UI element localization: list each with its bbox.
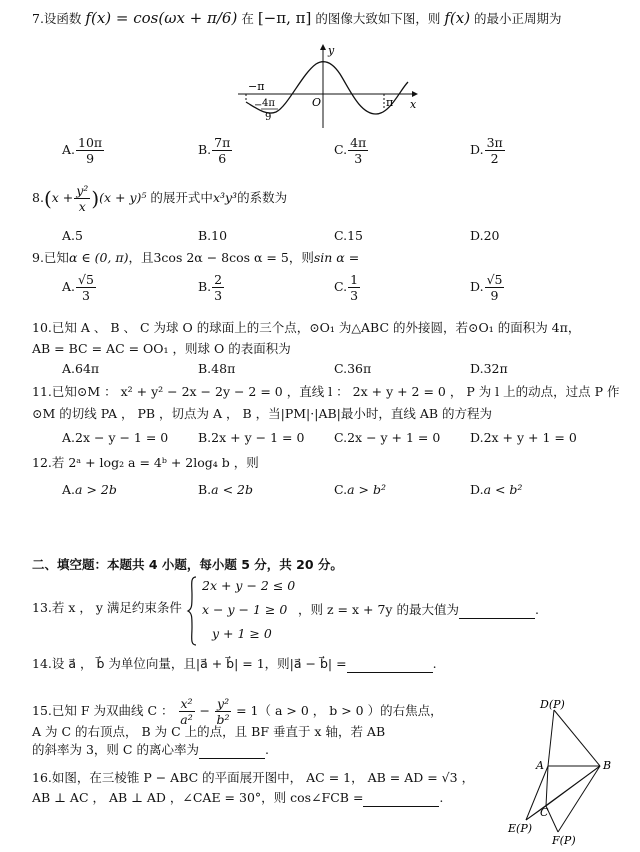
q8-option-a[interactable]: A.5 (62, 228, 83, 243)
q7-cosine-graph (232, 42, 422, 132)
edge-DB (554, 710, 600, 766)
q7-neg-pi: −π (248, 80, 265, 93)
label-E: E(P) (508, 822, 533, 835)
q13-constraint-2: x − y − 1 ≥ 0 (202, 602, 288, 617)
edge-FB (558, 766, 600, 832)
q12-option-a[interactable]: A.a > 2b (62, 482, 117, 497)
q13-constraint-1: 2x + y − 2 ≤ 0 (202, 578, 296, 593)
q7-option-a[interactable]: A. $\frac{10\pi}{9}$ (62, 135, 103, 166)
q7-y-arrow (320, 44, 326, 50)
q12-option-d[interactable]: D.a < b² (470, 482, 523, 497)
q7-origin: O (312, 96, 322, 109)
q8-option-b[interactable]: B.10 (198, 228, 228, 243)
q14-line: 14.设 a⃗ ， b⃗ 为单位向量，且|a⃗ + b⃗| = 1，则|a⃗ − b⃗| = . (32, 656, 437, 671)
q9-stem: 9.已知α ∈ (0, π)，且3cos 2α − 8cos α = 5，则sin α = (32, 250, 360, 265)
q7-x-arrow (412, 91, 418, 97)
q15-line2: A 为 C 的右顶点， B 为 C 上的点，且 BF 垂直于 x 轴，若 AB (32, 724, 386, 739)
q7-option-c[interactable]: C. $\frac{4\pi}{3}$ (334, 135, 367, 166)
q11-line1: 11.已知⊙M ： x² + y² − 2x − 2y − 2 = 0 ，直线 l ： 2x + y + 2 = 0 ， P 为 l 上的动点，过点 P 作 (32, 384, 620, 399)
q11-line2: ⊙M 的切线 PA ， PB ，切点为 A ， B ，当|PM|·|AB|最小时，直线 AB 的方程为 (32, 406, 493, 421)
section-title-fill-in: 二、填空题：本题共 4 小题，每小题 5 分，共 20 分。 (32, 557, 343, 572)
q16-line1: 16.如图，在三棱锥 P − ABC 的平面展开图中， AC = 1， AB = AD = √3 ， (32, 770, 475, 785)
q7-func: f(x) = cos(ωx + π/6) (85, 9, 238, 27)
label-B: B (603, 759, 612, 772)
q11-option-d[interactable]: D.2x + y + 1 = 0 (470, 430, 577, 445)
q16-line2: AB ⊥ AC ， AB ⊥ AD ，∠CAE = 30°，则 cos∠FCB = . (32, 790, 444, 805)
edge-DA (548, 710, 554, 766)
q13-suffix: ，则 z = x + 7y 的最大值为 . (298, 602, 539, 617)
q13-brace (186, 575, 198, 647)
q15-line3: 的斜率为 3，则 C 的离心率为 . (32, 742, 269, 757)
label-A: A (536, 759, 544, 772)
q11-option-a[interactable]: A.2x − y − 1 = 0 (62, 430, 169, 445)
q7-y-label: y (328, 44, 335, 57)
q12-option-c[interactable]: C.a > b² (334, 482, 386, 497)
q14-answer-blank[interactable] (347, 656, 433, 673)
svg-text:−: − (254, 100, 263, 111)
q7-tick-num: 4π (262, 98, 275, 109)
q10-option-b[interactable]: B.48π (198, 361, 236, 376)
q11-option-b[interactable]: B.2x + y − 1 = 0 (198, 430, 305, 445)
label-F: F(P) (552, 834, 576, 846)
label-C: C (540, 806, 549, 819)
q8-option-d[interactable]: D.20 (470, 228, 500, 243)
label-D: D(P) (540, 698, 565, 711)
q7-tick-den: 9 (265, 112, 272, 123)
q9-option-d[interactable]: D. $\frac{√5}{9}$ (470, 272, 503, 303)
q7-option-d[interactable]: D. $\frac{3\pi}{2}$ (470, 135, 503, 166)
q8-option-c[interactable]: C.15 (334, 228, 363, 243)
q7-stem: 7.设函数 f(x) = cos(ωx + π/6) 在 [−π, π] 的图像大致如下图，则 f(x) 的最小正周期为 (32, 9, 562, 27)
q10-option-a[interactable]: A.64π (62, 361, 100, 376)
q16-answer-blank[interactable] (363, 790, 439, 807)
q11-option-c[interactable]: C.2x − y + 1 = 0 (334, 430, 441, 445)
q7-interval: [−π, π] (257, 9, 312, 27)
q12-line1: 12.若 2ᵃ + log₂ a = 4ᵇ + 2log₄ b ，则 (32, 455, 259, 470)
q7-pi: π (386, 96, 394, 109)
q10-option-c[interactable]: C.36π (334, 361, 372, 376)
edge-AC (546, 766, 548, 806)
q10-line2: AB = BC = AC = OO₁ ，则球 O 的表面积为 (32, 341, 291, 356)
q10-option-d[interactable]: D.32π (470, 361, 508, 376)
q8-stem: 8.(x + $\frac{\text{y²}}{x}$ )(x + y)⁵ 的展开式中x³y³的系数为 (32, 183, 288, 214)
q13-answer-blank[interactable] (459, 602, 535, 619)
q12-option-b[interactable]: B.a < 2b (198, 482, 253, 497)
q9-option-a[interactable]: A. $\frac{√5}{3}$ (62, 272, 94, 303)
q15-line1: 15.已知 F 为双曲线 C ： $\frac{\text{x²}}{\text{a²}}$ − $\frac{\text{y²}}{\text{b²}}$ = 1（ a > 0 ， b > 0 ）的右焦点， (32, 696, 443, 727)
q13-prefix: 13.若 x ， y 满足约束条件 (32, 600, 182, 615)
q9-option-c[interactable]: C. $\frac{1}{3}$ (334, 272, 359, 303)
q10-line1: 10.已知 A 、 B 、 C 为球 O 的球面上的三个点，⊙O₁ 为△ABC 的外接圆，若⊙O₁ 的面积为 4π， (32, 320, 581, 335)
q13-constraint-3: y + 1 ≥ 0 (212, 626, 272, 641)
q9-option-b[interactable]: B. $\frac{2}{3}$ (198, 272, 223, 303)
q15-answer-blank[interactable] (199, 742, 265, 759)
q7-option-b[interactable]: B. $\frac{7\pi}{6}$ (198, 135, 231, 166)
q16-net-figure (500, 696, 630, 846)
q7-x-label: x (410, 98, 417, 111)
